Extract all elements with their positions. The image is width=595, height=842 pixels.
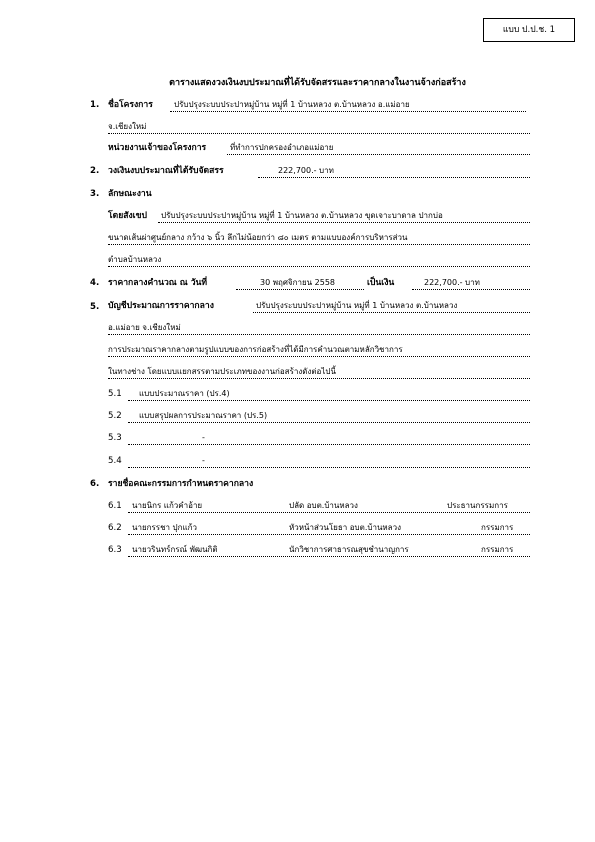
- bom-text-3: การประมาณราคากลางตามรูปแบบของการก่อสร้างที่ได้มีการคำนวณตามหลักวิชาการ: [108, 345, 403, 354]
- item-number-4: 4.: [90, 278, 100, 288]
- bom-underline-4: [108, 378, 530, 379]
- feature-underline-3: [108, 266, 530, 267]
- committee-3-name: นายวรินทร์กรณ์ พัฒนกิติ: [132, 545, 218, 554]
- sub-5-4-number: 5.4: [108, 456, 122, 466]
- bom-underline-1: [253, 312, 530, 313]
- committee-2-underline: [128, 534, 530, 535]
- feature-underline-2: [108, 244, 530, 245]
- sub-5-2-number: 5.2: [108, 411, 122, 421]
- sub-5-2-text: แบบสรุปผลการประมาณราคา (ปร.5): [139, 411, 268, 420]
- committee-2-position: หัวหน้าส่วนโยธา อบต.บ้านหลวง: [289, 523, 401, 532]
- median-value-underline: [412, 289, 530, 290]
- project-underline-2: [108, 133, 530, 134]
- median-mid: เป็นเงิน: [367, 278, 395, 288]
- bom-label: บัญชีประมาณการราคากลาง: [108, 301, 214, 311]
- committee-1-underline: [128, 512, 530, 513]
- feature-text-3: ตำบลบ้านหลวง: [108, 255, 162, 264]
- committee-3-role: กรรมการ: [481, 545, 514, 554]
- committee-1-role: ประธานกรรมการ: [447, 501, 508, 510]
- budget-value: 222,700.- บาท: [278, 166, 334, 175]
- item-number-1: 1.: [90, 100, 100, 110]
- item-number-6: 6.: [90, 479, 100, 489]
- project-text-2: จ.เชียงใหม่: [108, 122, 147, 131]
- committee-3-underline: [128, 556, 530, 557]
- bom-underline-3: [108, 356, 530, 357]
- form-code: แบบ ป.ป.ช. 1: [502, 25, 556, 35]
- sub-5-3-underline: [128, 444, 530, 445]
- feature-text-1: ปรับปรุงระบบประปาหมู่บ้าน หมู่ที่ 1 บ้านหลวง ต.บ้านหลวง ขุดเจาะบาดาล ปากบ่อ: [161, 211, 443, 220]
- owner-underline: [227, 154, 530, 155]
- feature-label: ลักษณะงาน: [108, 189, 152, 199]
- item-number-5: 5.: [90, 302, 100, 312]
- owner-text: ที่ทำการปกครองอำเภอแม่อาย: [230, 143, 334, 152]
- committee-1-number: 6.1: [108, 501, 122, 511]
- median-value: 222,700.- บาท: [424, 278, 480, 287]
- sub-5-3-text: -: [202, 433, 205, 442]
- median-date-underline: [236, 289, 364, 290]
- sub-5-2-underline: [128, 422, 530, 423]
- document-title: ตารางแสดงวงเงินงบประมาณที่ได้รับจัดสรรและราคากลางในงานจ้างก่อสร้าง: [169, 78, 466, 88]
- sub-5-1-number: 5.1: [108, 389, 122, 399]
- sub-5-1-text: แบบประมาณราคา (ปร.4): [139, 389, 230, 398]
- feature-underline-1: [158, 222, 530, 223]
- feature-lead: โดยสังเขป: [108, 211, 147, 221]
- median-label: ราคากลางคำนวณ ณ วันที่: [108, 278, 208, 288]
- sub-5-4-underline: [128, 467, 530, 468]
- project-underline-1: [170, 111, 526, 112]
- budget-underline: [258, 177, 530, 178]
- sub-5-3-number: 5.3: [108, 433, 122, 443]
- committee-label: รายชื่อคณะกรรมการกำหนดราคากลาง: [108, 479, 254, 489]
- bom-text-4: ในทางช่าง โดยแบบแยกสรรตามประเภทของงานก่อสร้างดังต่อไปนี้: [108, 367, 336, 376]
- budget-label: วงเงินงบประมาณที่ได้รับจัดสรร: [108, 166, 224, 176]
- committee-1-name: นายนิกร แก้วคำอ้าย: [132, 501, 203, 510]
- committee-2-role: กรรมการ: [481, 523, 514, 532]
- project-label: ชื่อโครงการ: [108, 100, 153, 110]
- committee-3-number: 6.3: [108, 545, 122, 555]
- sub-5-4-text: -: [202, 456, 205, 465]
- form-code-box: [483, 18, 575, 42]
- feature-text-2: ขนาดเส้นผ่าศูนย์กลาง กว้าง ๖ นิ้ว ลึกไม่น้อยกว่า ๘๐ เมตร ตามแบบองค์การบริหารส่วน: [108, 233, 408, 242]
- committee-3-position: นักวิชาการศาธารณสุขชำนาญการ: [289, 545, 409, 554]
- item-number-2: 2.: [90, 166, 100, 176]
- committee-1-position: ปลัด อบต.บ้านหลวง: [289, 501, 358, 510]
- sub-5-1-underline: [128, 400, 530, 401]
- project-text-1: ปรับปรุงระบบประปาหมู่บ้าน หมู่ที่ 1 บ้านหลวง ต.บ้านหลวง อ.แม่อาย: [174, 100, 410, 109]
- bom-text-2: อ.แม่อาย จ.เชียงใหม่: [108, 323, 181, 332]
- bom-underline-2: [108, 334, 530, 335]
- owner-label: หน่วยงานเจ้าของโครงการ: [108, 143, 207, 153]
- committee-2-name: นายกรรชา ปุกแก้ว: [132, 523, 197, 532]
- committee-2-number: 6.2: [108, 523, 122, 533]
- item-number-3: 3.: [90, 189, 100, 199]
- bom-text-1: ปรับปรุงระบบประปาหมู่บ้าน หมู่ที่ 1 บ้านหลวง ต.บ้านหลวง: [256, 301, 458, 310]
- median-date: 30 พฤศจิกายน 2558: [260, 278, 335, 287]
